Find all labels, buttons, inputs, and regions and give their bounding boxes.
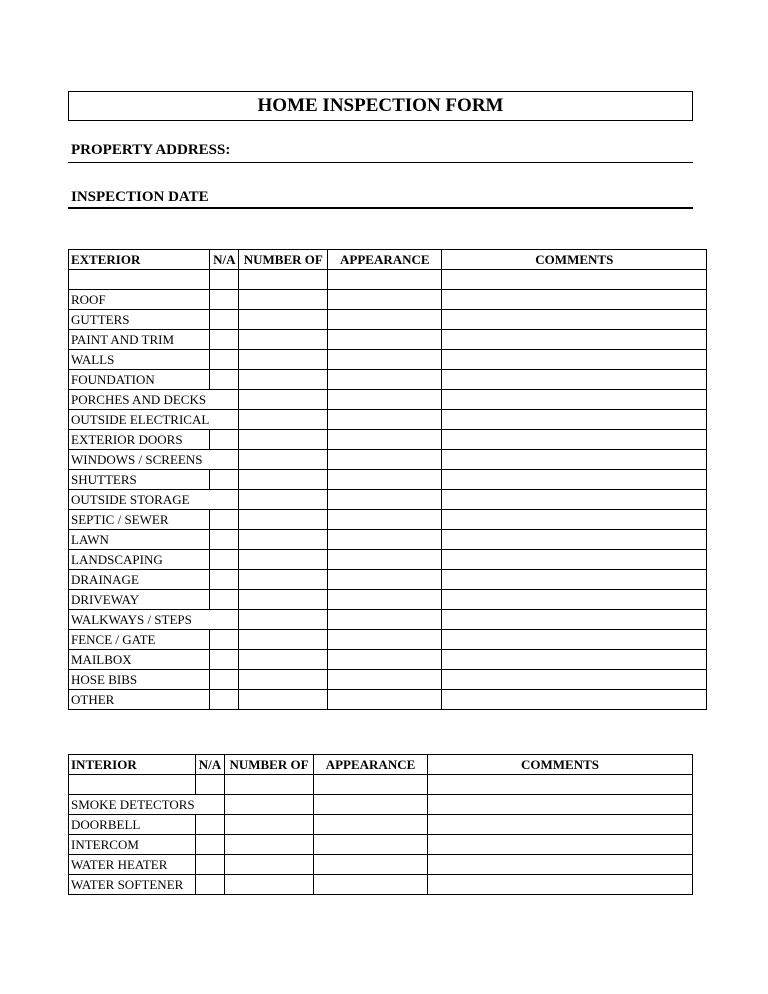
blank-cell <box>314 775 428 795</box>
item-label: SMOKE DETECTORS <box>69 795 196 815</box>
comments-cell[interactable] <box>442 530 707 550</box>
item-label: INTERCOM <box>69 835 196 855</box>
na-cell[interactable] <box>196 795 225 815</box>
item-label: EXTERIOR DOORS <box>69 430 210 450</box>
appearance-header: APPEARANCE <box>328 250 442 270</box>
blank-cell <box>225 775 314 795</box>
comments-cell[interactable] <box>442 430 707 450</box>
comments-cell[interactable] <box>442 590 707 610</box>
comments-cell[interactable] <box>442 550 707 570</box>
appearance-cell[interactable] <box>328 530 442 550</box>
appearance-cell[interactable] <box>328 410 442 430</box>
table-row <box>69 550 707 570</box>
appearance-cell[interactable] <box>328 390 442 410</box>
header-row <box>69 250 707 270</box>
number-of-header: NUMBER OF <box>225 755 314 775</box>
table-row <box>69 490 707 510</box>
number-of-cell[interactable] <box>225 815 314 835</box>
table-row <box>69 470 707 490</box>
number-of-cell[interactable] <box>239 310 328 330</box>
number-of-cell[interactable] <box>239 290 328 310</box>
table-row <box>69 410 707 430</box>
na-cell[interactable] <box>196 815 225 835</box>
blank-cell <box>69 270 210 290</box>
number-of-cell[interactable] <box>239 610 328 630</box>
table-row <box>69 610 707 630</box>
appearance-cell[interactable] <box>328 630 442 650</box>
comments-header: COMMENTS <box>428 755 693 775</box>
table-row <box>69 875 693 895</box>
na-cell[interactable] <box>210 450 239 470</box>
item-label: PORCHES AND DECKS <box>69 390 210 410</box>
table-row <box>69 290 707 310</box>
appearance-cell[interactable] <box>314 855 428 875</box>
appearance-cell[interactable] <box>328 350 442 370</box>
number-of-cell[interactable] <box>239 410 328 430</box>
exterior-table <box>68 249 707 710</box>
comments-cell[interactable] <box>442 290 707 310</box>
comments-cell[interactable] <box>442 310 707 330</box>
form-title: HOME INSPECTION FORM <box>68 91 693 121</box>
item-label: WINDOWS / SCREENS <box>69 450 210 470</box>
item-label: OUTSIDE ELECTRICAL <box>69 410 210 430</box>
na-cell[interactable] <box>210 330 239 350</box>
comments-cell[interactable] <box>442 330 707 350</box>
blank-cell <box>196 775 225 795</box>
comments-cell[interactable] <box>442 650 707 670</box>
property-address-line <box>68 162 693 163</box>
number-of-cell[interactable] <box>239 370 328 390</box>
na-cell[interactable] <box>210 690 239 710</box>
item-label: WALLS <box>69 350 210 370</box>
appearance-cell[interactable] <box>328 510 442 530</box>
appearance-cell[interactable] <box>328 370 442 390</box>
comments-cell[interactable] <box>428 855 693 875</box>
comments-cell[interactable] <box>442 670 707 690</box>
table-row <box>69 855 693 875</box>
na-cell[interactable] <box>210 630 239 650</box>
na-cell[interactable] <box>210 410 239 430</box>
table-row <box>69 690 707 710</box>
na-cell[interactable] <box>196 855 225 875</box>
table-row <box>69 570 707 590</box>
na-cell[interactable] <box>210 290 239 310</box>
table-row <box>69 590 707 610</box>
table-row <box>69 510 707 530</box>
blank-cell <box>239 270 328 290</box>
na-cell[interactable] <box>210 370 239 390</box>
comments-cell[interactable] <box>442 630 707 650</box>
comments-cell[interactable] <box>442 350 707 370</box>
comments-cell[interactable] <box>442 610 707 630</box>
table-row <box>69 330 707 350</box>
na-cell[interactable] <box>210 590 239 610</box>
appearance-cell[interactable] <box>328 310 442 330</box>
number-of-cell[interactable] <box>225 795 314 815</box>
item-label: PAINT AND TRIM <box>69 330 210 350</box>
number-of-cell[interactable] <box>239 390 328 410</box>
appearance-cell[interactable] <box>328 330 442 350</box>
item-label: FOUNDATION <box>69 370 210 390</box>
appearance-cell[interactable] <box>328 430 442 450</box>
item-label: SHUTTERS <box>69 470 210 490</box>
item-label: OTHER <box>69 690 210 710</box>
comments-cell[interactable] <box>428 795 693 815</box>
number-of-cell[interactable] <box>225 835 314 855</box>
na-header: N/A <box>210 250 239 270</box>
number-of-cell[interactable] <box>239 470 328 490</box>
blank-row <box>69 270 707 290</box>
na-cell[interactable] <box>210 510 239 530</box>
appearance-cell[interactable] <box>328 450 442 470</box>
comments-cell[interactable] <box>442 490 707 510</box>
blank-cell <box>69 775 196 795</box>
comments-cell[interactable] <box>428 875 693 895</box>
comments-cell[interactable] <box>442 470 707 490</box>
blank-cell <box>428 775 693 795</box>
na-header: N/A <box>196 755 225 775</box>
number-of-cell[interactable] <box>239 530 328 550</box>
number-of-cell[interactable] <box>239 350 328 370</box>
table-row <box>69 350 707 370</box>
appearance-cell[interactable] <box>328 590 442 610</box>
na-cell[interactable] <box>210 470 239 490</box>
comments-cell[interactable] <box>442 410 707 430</box>
comments-cell[interactable] <box>442 570 707 590</box>
comments-cell[interactable] <box>442 510 707 530</box>
na-cell[interactable] <box>210 350 239 370</box>
table-row <box>69 815 693 835</box>
table-row <box>69 430 707 450</box>
appearance-cell[interactable] <box>314 875 428 895</box>
number-of-cell[interactable] <box>225 875 314 895</box>
item-label: SEPTIC / SEWER <box>69 510 210 530</box>
comments-cell[interactable] <box>442 370 707 390</box>
appearance-cell[interactable] <box>328 490 442 510</box>
appearance-header: APPEARANCE <box>314 755 428 775</box>
number-of-cell[interactable] <box>239 690 328 710</box>
item-label: GUTTERS <box>69 310 210 330</box>
item-label: DRAINAGE <box>69 570 210 590</box>
item-label: LANDSCAPING <box>69 550 210 570</box>
property-address-label: PROPERTY ADDRESS: <box>71 142 231 158</box>
table-row <box>69 650 707 670</box>
na-cell[interactable] <box>210 530 239 550</box>
table-row <box>69 390 707 410</box>
comments-cell[interactable] <box>442 390 707 410</box>
appearance-cell[interactable] <box>328 550 442 570</box>
table-row <box>69 370 707 390</box>
table-row <box>69 530 707 550</box>
interior-table <box>68 754 693 895</box>
number-of-cell[interactable] <box>239 650 328 670</box>
table-row <box>69 310 707 330</box>
appearance-cell[interactable] <box>328 610 442 630</box>
item-label: WATER HEATER <box>69 855 196 875</box>
na-cell[interactable] <box>210 550 239 570</box>
appearance-cell[interactable] <box>328 670 442 690</box>
section-header: INTERIOR <box>69 755 196 775</box>
item-label: HOSE BIBS <box>69 670 210 690</box>
number-of-cell[interactable] <box>239 550 328 570</box>
comments-header: COMMENTS <box>442 250 707 270</box>
number-of-cell[interactable] <box>239 570 328 590</box>
na-cell[interactable] <box>210 390 239 410</box>
na-cell[interactable] <box>210 430 239 450</box>
na-cell[interactable] <box>210 570 239 590</box>
inspection-date-line <box>68 207 693 209</box>
comments-cell[interactable] <box>428 815 693 835</box>
number-of-cell[interactable] <box>239 590 328 610</box>
table-row <box>69 670 707 690</box>
item-label: LAWN <box>69 530 210 550</box>
number-of-cell[interactable] <box>239 450 328 470</box>
na-cell[interactable] <box>210 310 239 330</box>
appearance-cell[interactable] <box>314 835 428 855</box>
number-of-header: NUMBER OF <box>239 250 328 270</box>
na-cell[interactable] <box>196 835 225 855</box>
number-of-cell[interactable] <box>239 510 328 530</box>
blank-cell <box>442 270 707 290</box>
number-of-cell[interactable] <box>239 430 328 450</box>
item-label: FENCE / GATE <box>69 630 210 650</box>
comments-cell[interactable] <box>442 690 707 710</box>
comments-cell[interactable] <box>428 835 693 855</box>
comments-cell[interactable] <box>442 450 707 470</box>
header-row <box>69 755 693 775</box>
blank-cell <box>328 270 442 290</box>
number-of-cell[interactable] <box>239 490 328 510</box>
appearance-cell[interactable] <box>328 650 442 670</box>
number-of-cell[interactable] <box>239 630 328 650</box>
appearance-cell[interactable] <box>314 815 428 835</box>
item-label: WATER SOFTENER <box>69 875 196 895</box>
number-of-cell[interactable] <box>225 855 314 875</box>
number-of-cell[interactable] <box>239 330 328 350</box>
na-cell[interactable] <box>210 650 239 670</box>
appearance-cell[interactable] <box>328 690 442 710</box>
na-cell[interactable] <box>210 610 239 630</box>
appearance-cell[interactable] <box>314 795 428 815</box>
section-header: EXTERIOR <box>69 250 210 270</box>
item-label: MAILBOX <box>69 650 210 670</box>
appearance-cell[interactable] <box>328 290 442 310</box>
item-label: DRIVEWAY <box>69 590 210 610</box>
item-label: WALKWAYS / STEPS <box>69 610 210 630</box>
item-label: DOORBELL <box>69 815 196 835</box>
blank-row <box>69 775 693 795</box>
inspection-date-label: INSPECTION DATE <box>71 189 209 205</box>
table-row <box>69 450 707 470</box>
table-row <box>69 835 693 855</box>
na-cell[interactable] <box>210 490 239 510</box>
number-of-cell[interactable] <box>239 670 328 690</box>
appearance-cell[interactable] <box>328 570 442 590</box>
appearance-cell[interactable] <box>328 470 442 490</box>
item-label: OUTSIDE STORAGE <box>69 490 210 510</box>
na-cell[interactable] <box>210 670 239 690</box>
table-row <box>69 630 707 650</box>
blank-cell <box>210 270 239 290</box>
na-cell[interactable] <box>196 875 225 895</box>
table-row <box>69 795 693 815</box>
item-label: ROOF <box>69 290 210 310</box>
